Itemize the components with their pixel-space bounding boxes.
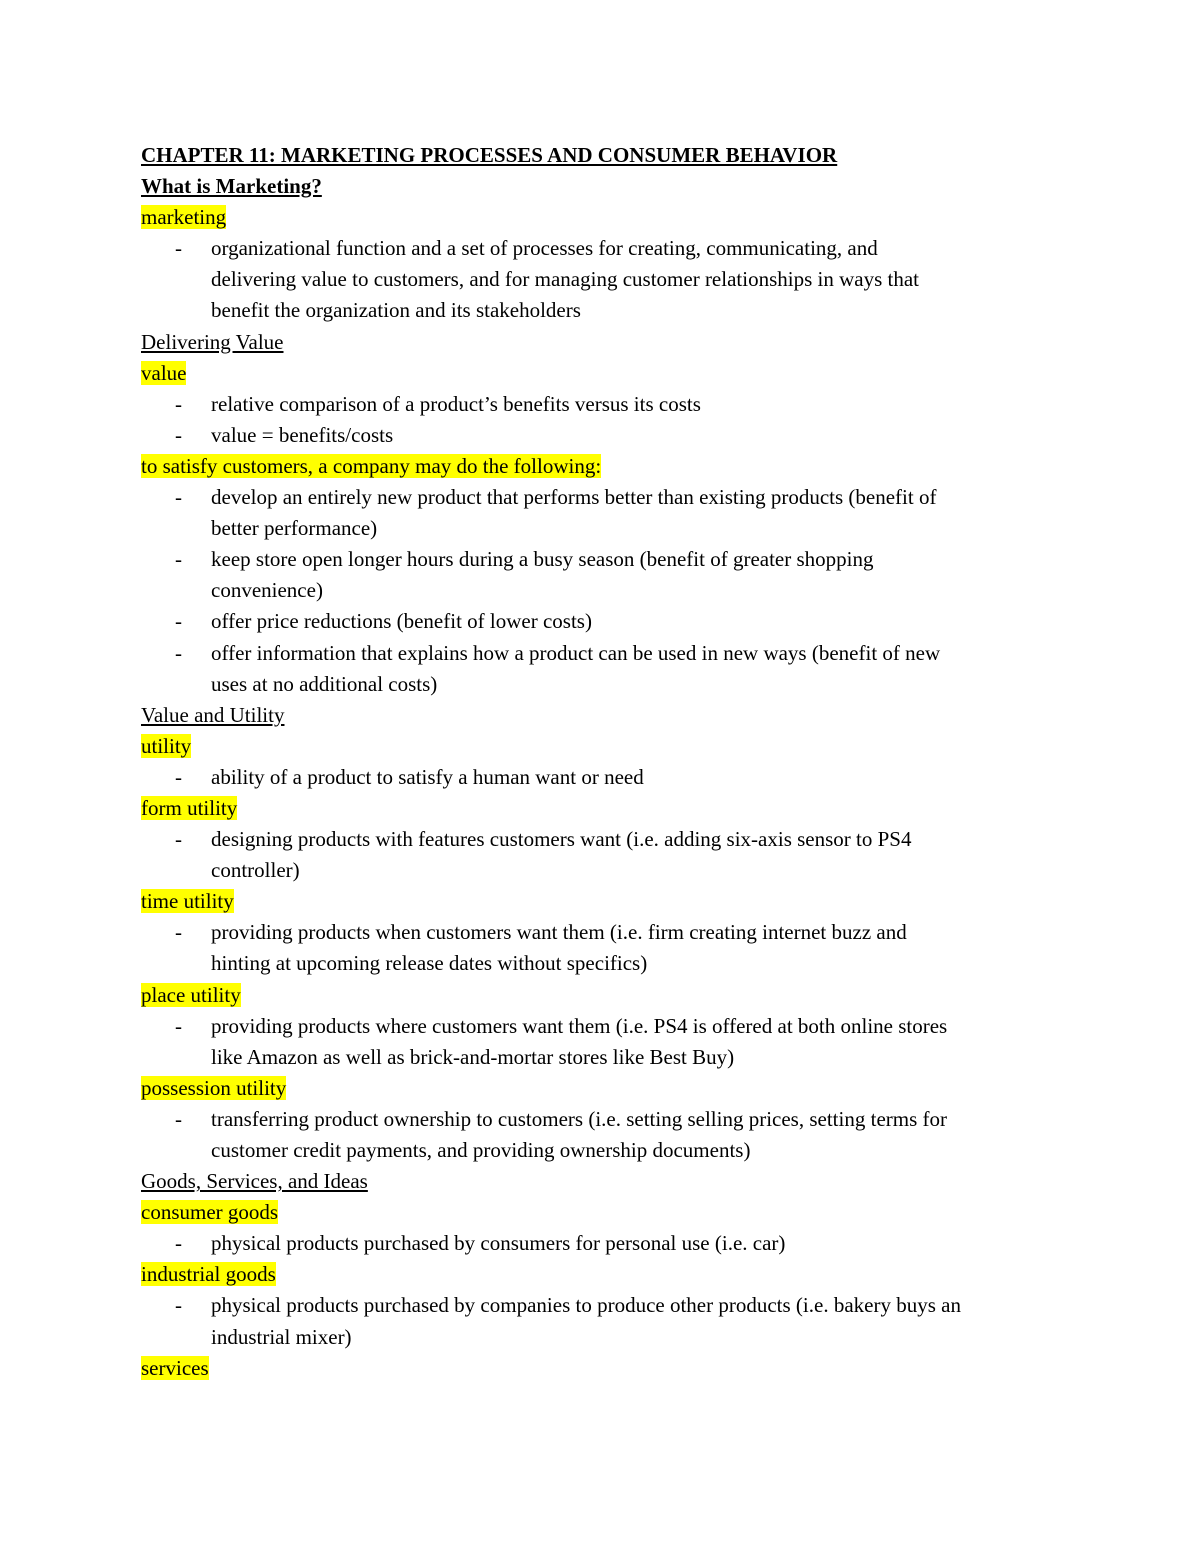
highlighted-term: services xyxy=(141,1355,209,1380)
bullet-text-line: value = benefits/costs xyxy=(211,422,394,447)
section-title: What is Marketing? xyxy=(141,174,322,199)
highlighted-term: marketing xyxy=(141,205,227,230)
bullet-item xyxy=(141,482,1071,544)
highlighted-term: place utility xyxy=(141,982,241,1007)
bullet-text-line: develop an entirely new product that performs better than existing products (benefit of xyxy=(211,485,937,510)
highlighted-term: utility xyxy=(141,733,192,758)
bullet-dash: - xyxy=(175,422,182,447)
bullet-item xyxy=(141,606,1071,637)
bullet-dash: - xyxy=(175,640,182,665)
term-label xyxy=(141,202,1071,233)
bullet-dash: - xyxy=(175,547,182,572)
bullet-text-line: designing products with features customers want (i.e. adding six-axis sensor to PS4 xyxy=(211,827,912,852)
bullet-dash: - xyxy=(175,609,182,634)
bullet-item xyxy=(141,824,1071,886)
term-label xyxy=(141,451,1071,482)
bullet-text-line: industrial mixer) xyxy=(211,1324,352,1349)
bullet-text-line: like Amazon as well as brick-and-mortar stores like Best Buy) xyxy=(211,1044,735,1069)
bullet-item xyxy=(141,233,1071,326)
term-label xyxy=(141,1073,1071,1104)
bullet-text-line: keep store open longer hours during a busy season (benefit of greater shopping xyxy=(211,547,874,572)
bullet-text-line: controller) xyxy=(211,858,300,883)
bullet-item xyxy=(141,1228,1071,1259)
subsection-heading: Goods, Services, and Ideas xyxy=(141,1169,368,1194)
highlighted-term: possession utility xyxy=(141,1075,287,1100)
term-label xyxy=(141,358,1071,389)
highlighted-term: form utility xyxy=(141,795,238,820)
term-label xyxy=(141,886,1071,917)
subsection-heading: Delivering Value xyxy=(141,329,284,354)
highlighted-term: to satisfy customers, a company may do the following: xyxy=(141,453,602,478)
bullet-text-line: physical products purchased by companies to produce other products (i.e. bakery buys an xyxy=(211,1293,961,1318)
term-label xyxy=(141,980,1071,1011)
term-label xyxy=(141,1197,1071,1228)
bullet-text-line: benefit the organization and its stakeholders xyxy=(211,298,581,323)
bullet-dash: - xyxy=(175,1013,182,1038)
bullet-dash: - xyxy=(175,236,182,261)
bullet-dash: - xyxy=(175,920,182,945)
bullet-text-line: better performance) xyxy=(211,516,378,541)
bullet-text-line: relative comparison of a product’s benefits versus its costs xyxy=(211,391,701,416)
highlighted-term: value xyxy=(141,360,187,385)
bullet-text-line: organizational function and a set of processes for creating, communicating, and xyxy=(211,236,878,261)
bullet-text-line: hinting at upcoming release dates without specifics) xyxy=(211,951,648,976)
bullet-item xyxy=(141,762,1071,793)
bullet-dash: - xyxy=(175,1293,182,1318)
term-label xyxy=(141,1353,1071,1384)
bullet-item xyxy=(141,544,1071,606)
bullet-dash: - xyxy=(175,485,182,510)
bullet-item xyxy=(141,1290,1071,1352)
bullet-item xyxy=(141,917,1071,979)
bullet-dash: - xyxy=(175,827,182,852)
highlighted-term: time utility xyxy=(141,889,234,914)
bullet-text-line: physical products purchased by consumers for personal use (i.e. car) xyxy=(211,1231,786,1256)
bullet-item xyxy=(141,638,1071,700)
bullet-text-line: convenience) xyxy=(211,578,323,603)
bullet-item xyxy=(141,1011,1071,1073)
notes-content xyxy=(141,202,1071,1384)
bullet-text-line: providing products where customers want them (i.e. PS4 is offered at both online stores xyxy=(211,1013,948,1038)
document-page xyxy=(141,140,1071,1384)
bullet-text-line: uses at no additional costs) xyxy=(211,671,438,696)
bullet-item xyxy=(141,420,1071,451)
bullet-text-line: offer information that explains how a product can be used in new ways (benefit of new xyxy=(211,640,941,665)
bullet-text-line: customer credit payments, and providing ownership documents) xyxy=(211,1138,751,1162)
term-label xyxy=(141,731,1071,762)
bullet-text-line: providing products when customers want them (i.e. firm creating internet buzz and xyxy=(211,920,907,945)
bullet-item xyxy=(141,389,1071,420)
highlighted-term: industrial goods xyxy=(141,1262,276,1287)
highlighted-term: consumer goods xyxy=(141,1200,279,1225)
bullet-dash: - xyxy=(175,764,182,789)
bullet-dash: - xyxy=(175,1231,182,1256)
bullet-dash: - xyxy=(175,1106,182,1131)
bullet-text-line: offer price reductions (benefit of lower costs) xyxy=(211,609,592,634)
bullet-item xyxy=(141,1104,1071,1166)
chapter-title: CHAPTER 11: MARKETING PROCESSES AND CONSUMER BEHAVIOR xyxy=(141,143,838,167)
bullet-text-line: ability of a product to satisfy a human want or need xyxy=(211,764,644,789)
bullet-dash: - xyxy=(175,391,182,416)
subsection-heading: Value and Utility xyxy=(141,702,285,727)
bullet-text-line: delivering value to customers, and for managing customer relationships in ways that xyxy=(211,267,919,292)
term-label xyxy=(141,793,1071,824)
term-label xyxy=(141,1259,1071,1290)
bullet-text-line: transferring product ownership to customers (i.e. setting selling prices, setting terms for xyxy=(211,1106,947,1131)
